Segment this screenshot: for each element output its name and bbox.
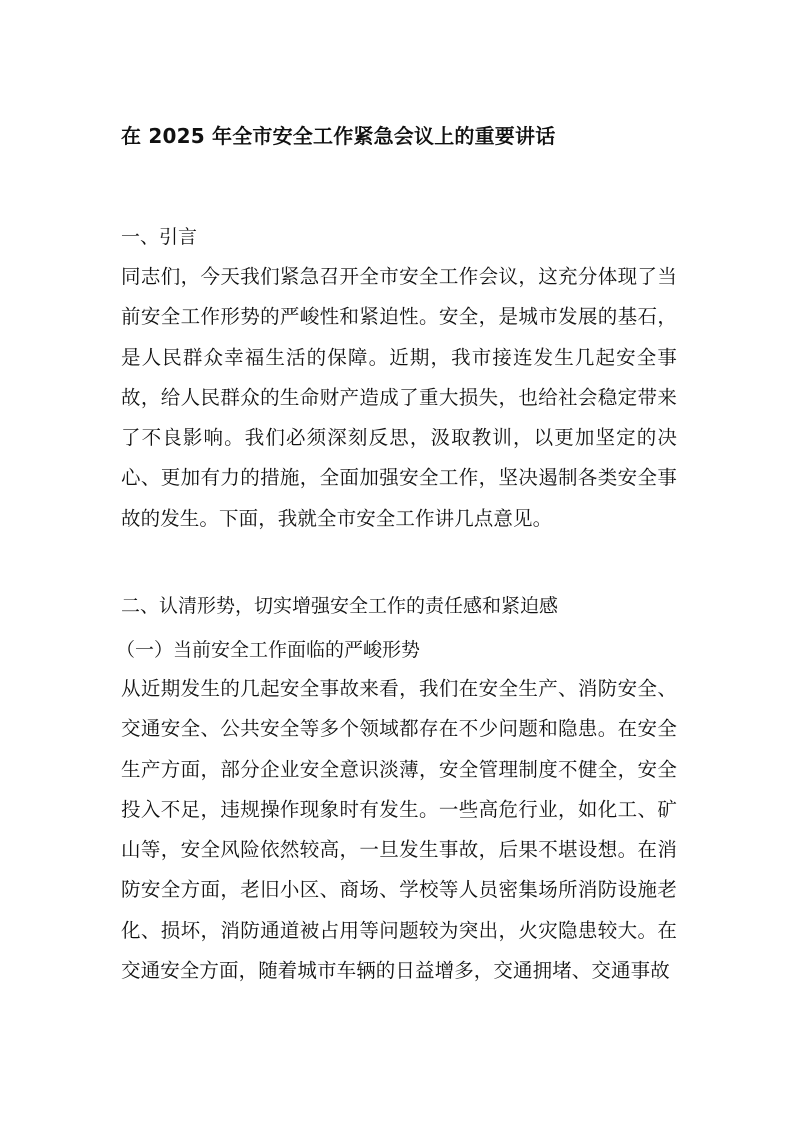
document-title: 在 2025 年全市安全工作紧急会议上的重要讲话 bbox=[121, 124, 556, 148]
section-heading-situation: 二、认清形势，切实增强安全工作的责任感和紧迫感 bbox=[121, 595, 559, 617]
subsection-heading-current-situation: （一）当前安全工作面临的严峻形势 bbox=[116, 639, 421, 661]
section-heading-introduction: 一、引言 bbox=[121, 226, 198, 248]
introduction-paragraph: 同志们，今天我们紧急召开全市安全工作会议，这充分体现了当前安全工作形势的严峻性和紧迫性。安全，是城市发展的基石，是人民群众幸福生活的保障。近期，我市接连发生几起安全事故，给人民群众的生命财产造成了重大损失，也给社会稳定带来了不良影响。我们必须深刻反思，汲取教训，以更加坚定的决心、更加有力的措施，全面加强安全工作，坚决遏制各类安全事故的发生。下面，我就全市安全工作讲几点意见。 bbox=[121, 265, 677, 530]
situation-paragraph: 从近期发生的几起安全事故来看，我们在安全生产、消防安全、交通安全、公共安全等多个领域都存在不少问题和隐患。在安全生产方面，部分企业安全意识淡薄，安全管理制度不健全，安全投入不足，违规操作现象时有发生。一些高危行业，如化工、矿山等，安全风险依然较高，一旦发生事故，后果不堪设想。在消防安全方面，老旧小区、商场、学校等人员密集场所消防设施老化、损坏，消防通道被占用等问题较为突出，火灾隐患较大。在交通安全方面，随着城市车辆的日益增多，交通拥堵、交通事故 bbox=[121, 677, 677, 983]
